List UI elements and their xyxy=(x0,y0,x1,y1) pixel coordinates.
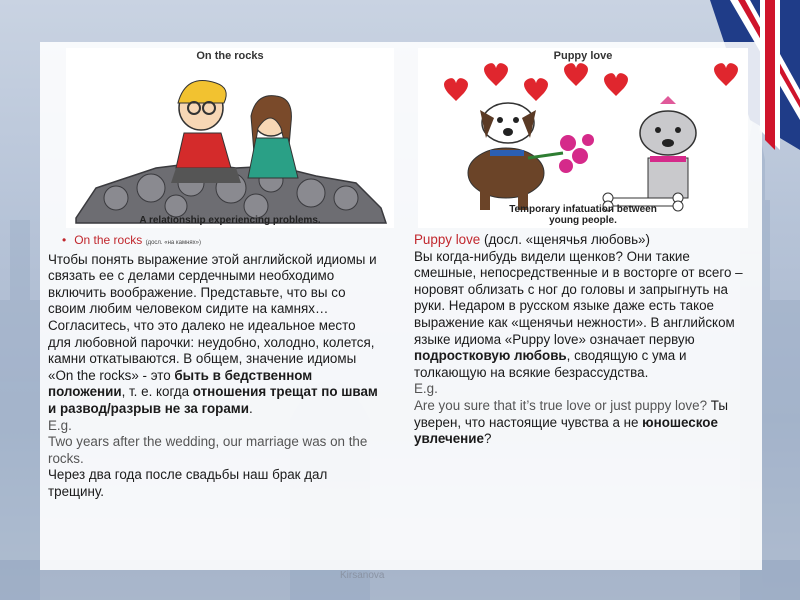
meaning-highlight: быть в бедственном положении xyxy=(48,367,313,400)
description-part: Чтобы понять выражение этой английской идиомы и связать ее с делами сердечными необходимо включить воображение. Представьте, что вы со своим любим человеком сидите на камнях…Согласитесь, что это далеко не идеальное место для любовной парочки: неудобно, холодно, колется, камни откатываются. В общем, значение идиомы «On the rocks» - это xyxy=(48,251,377,383)
on-the-rocks-cartoon-title: On the rocks xyxy=(196,50,264,62)
example-russian: ? xyxy=(483,431,492,447)
on-the-rocks-cartoon xyxy=(66,48,394,228)
on-the-rocks-heading: On the rocks xyxy=(74,233,143,247)
description-part: Вы когда-нибудь видели щенков? Они такие смешные, непосредственные и в восторге от всего – норовят облизать с ног до головы и запрыгнуть на руки. Недаром в русском языке даже есть такое выражение как «щенячьи нежности». В английском языке идиома «Puppy love» означает первую xyxy=(414,248,743,347)
puppy-love-cartoon xyxy=(418,48,748,228)
example-russian: Ты уверен, что настоящие чувства а не xyxy=(414,397,728,430)
on-the-rocks-description xyxy=(48,252,380,418)
puppy-love-explanation xyxy=(414,232,754,448)
description-part: , т. е. когда xyxy=(121,384,193,400)
on-the-rocks-explanation xyxy=(48,232,380,501)
puppy-love-caption-line1: Temporary infatuation between xyxy=(509,204,657,215)
description-part: , сводящую с ума и толкающую на всякие безрассудства. xyxy=(414,348,687,380)
author-watermark: Kirsanova xyxy=(340,570,385,581)
example-english: Two years after the wedding, our marriage was on the rocks. xyxy=(48,434,368,466)
puppy-love-heading: Puppy love xyxy=(414,232,481,247)
on-the-rocks-heading-line xyxy=(60,232,380,252)
example-english: Are you sure that it’s true love or just puppy love? xyxy=(414,397,708,413)
meaning-highlight: юношеское увлечение xyxy=(414,414,718,447)
meaning-highlight: отношения трещат по швам и развод/разрыв не за горами xyxy=(48,384,378,416)
example-russian: Через два года после свадьбы наш брак дал трещину. xyxy=(48,467,328,499)
example-label: E.g. xyxy=(414,381,438,397)
on-the-rocks-literal-translation: (досл. «на камнях») xyxy=(145,240,202,246)
couple-on-rocks-illustration xyxy=(66,48,394,228)
example-sentence xyxy=(414,398,754,448)
puppy-love-literal-translation: (досл. «щенячья любовь») xyxy=(480,232,650,247)
example-label: E.g. xyxy=(48,417,72,433)
puppy-love-description xyxy=(414,249,754,382)
puppy-love-heading-line xyxy=(414,232,754,249)
meaning-highlight: подростковую любовь xyxy=(414,348,567,364)
puppy-love-cartoon-title: Puppy love xyxy=(553,50,613,62)
bullet-icon: • xyxy=(62,233,67,247)
on-the-rocks-cartoon-caption: A relationship experiencing problems. xyxy=(139,215,321,226)
puppy-love-cartoon-caption xyxy=(418,204,748,226)
puppies-illustration xyxy=(418,48,748,228)
description-part: . xyxy=(248,400,253,416)
puppy-love-caption-line2: young people. xyxy=(549,215,617,226)
